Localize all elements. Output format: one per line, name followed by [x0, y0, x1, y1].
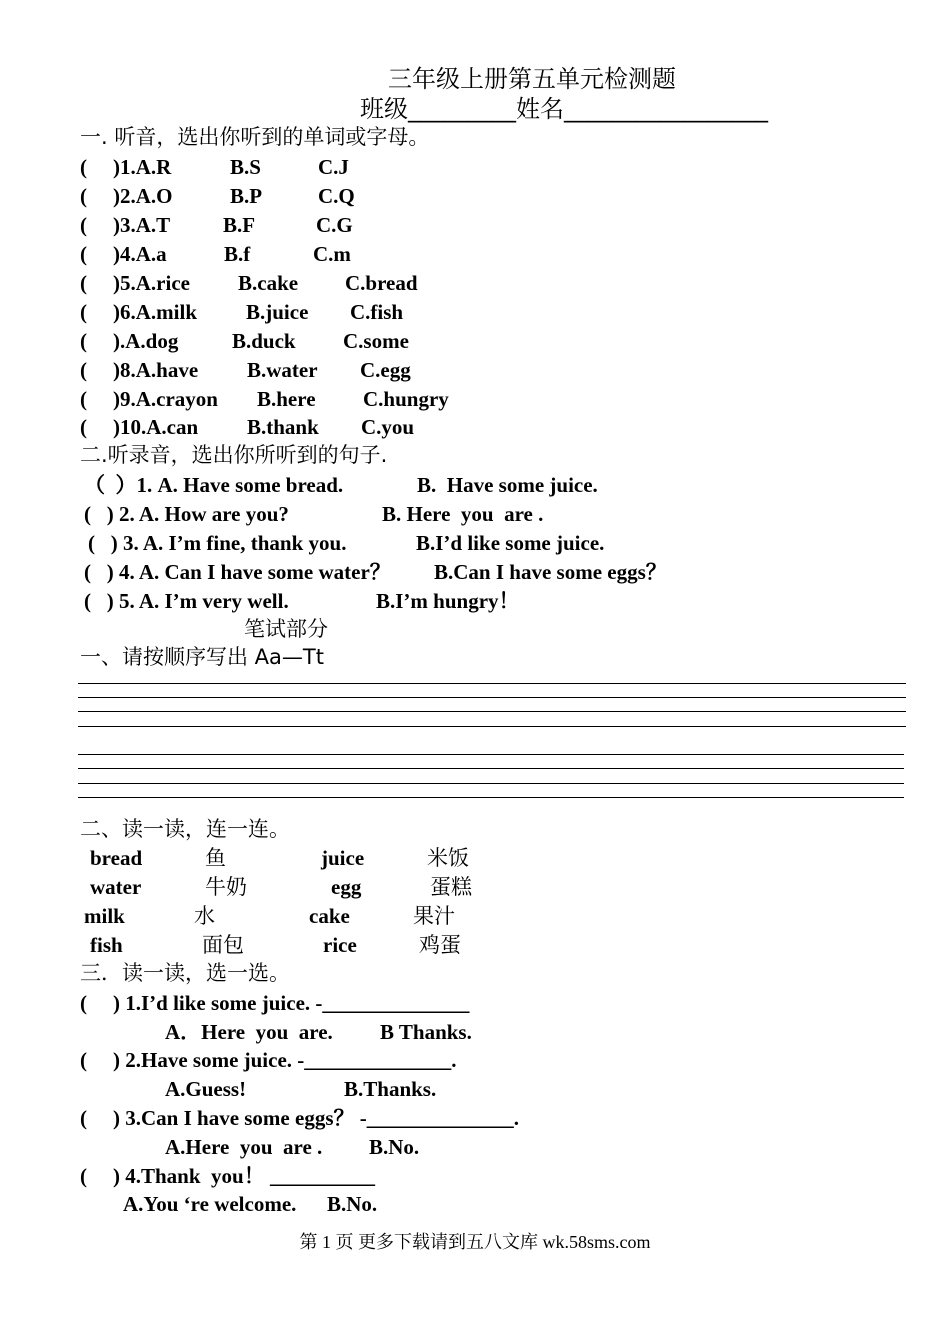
- answer-paren: (: [80, 358, 87, 382]
- sentence-option-a: ( ) 5. A. I’m very well.: [84, 589, 289, 613]
- option-a: )3.A.T: [113, 213, 171, 237]
- sentence-option-a: （ ）1. A. Have some bread.: [84, 473, 344, 497]
- choose-option-b: B Thanks.: [380, 1020, 472, 1044]
- sentence-option-b: B.I’m hungry！: [376, 589, 520, 613]
- choose-question: ) 1.I’d like some juice. -______________: [113, 991, 470, 1015]
- option-a: )1.A.R: [113, 155, 172, 179]
- choose-option-a: A．Here you are.: [165, 1020, 333, 1044]
- class-name-line: 班级_________姓名_________________: [360, 95, 768, 123]
- match-heading: 二、读一读，连一连。: [80, 817, 290, 841]
- writing-line[interactable]: [78, 726, 906, 727]
- choose-option-a: A.Here you are .: [165, 1135, 323, 1159]
- choose-option-b: B.Thanks.: [344, 1077, 437, 1101]
- option-b: B.cake: [238, 271, 299, 295]
- sentence-option-a: ( ) 3. A. I’m fine, thank you.: [88, 531, 347, 555]
- match-word-left: water: [90, 875, 142, 899]
- option-c: C.Q: [318, 184, 355, 208]
- written-part-title: 笔试部分: [244, 617, 328, 641]
- answer-paren: (: [80, 184, 87, 208]
- option-a: )5.A.rice: [113, 271, 190, 295]
- page-title: 三年级上册第五单元检测题: [388, 65, 676, 93]
- option-c: C.bread: [345, 271, 418, 295]
- writing-line[interactable]: [78, 697, 906, 698]
- match-meaning-left: 水: [194, 904, 215, 928]
- listen-heading: 一. 听音，选出你听到的单词或字母。: [80, 125, 430, 149]
- match-word-right: cake: [309, 904, 350, 928]
- write-order-heading: 一、请按顺序写出 Aa—Tt: [80, 645, 324, 669]
- match-word-left: fish: [90, 933, 123, 957]
- choose-question: ) 3.Can I have some eggs？ -______________.: [113, 1106, 519, 1130]
- option-a: )6.A.milk: [113, 300, 197, 324]
- sentence-option-b: B. Here you are .: [382, 502, 544, 526]
- match-meaning-left: 牛奶: [205, 875, 247, 899]
- sentence-option-b: B. Have some juice.: [417, 473, 598, 497]
- option-b: B.here: [257, 387, 316, 411]
- match-word-right: juice: [321, 846, 365, 870]
- option-a: ).A.dog: [113, 329, 179, 353]
- answer-paren: (: [80, 300, 87, 324]
- writing-line[interactable]: [78, 711, 906, 712]
- option-b: B.thank: [247, 415, 319, 439]
- writing-line[interactable]: [78, 783, 904, 784]
- option-c: C.m: [313, 242, 351, 266]
- answer-paren: (: [80, 415, 87, 439]
- match-meaning-left: 鱼: [205, 846, 226, 870]
- answer-paren: (: [80, 1048, 87, 1072]
- option-b: B.P: [230, 184, 263, 208]
- choose-heading: 三．读一读，选一选。: [80, 961, 290, 985]
- option-a: )2.A.O: [113, 184, 173, 208]
- match-word-right: egg: [331, 875, 362, 899]
- option-b: B.juice: [246, 300, 309, 324]
- option-b: B.S: [230, 155, 261, 179]
- answer-paren: (: [80, 1164, 87, 1188]
- match-meaning-right: 鸡蛋: [419, 933, 461, 957]
- choose-option-a: A.You ‘re welcome.: [123, 1192, 297, 1216]
- option-b: B.duck: [232, 329, 296, 353]
- sentence-option-b: B.Can I have some eggs？: [434, 560, 667, 584]
- choose-option-a: A.Guess!: [165, 1077, 247, 1101]
- sentence-option-a: ( ) 4. A. Can I have some water？: [84, 560, 391, 584]
- writing-line[interactable]: [78, 754, 904, 755]
- match-meaning-right: 蛋糕: [430, 875, 472, 899]
- option-c: C.you: [361, 415, 415, 439]
- option-b: B.water: [247, 358, 318, 382]
- sentence-option-b: B.I’d like some juice.: [416, 531, 605, 555]
- option-c: C.fish: [350, 300, 404, 324]
- choose-question: ) 2.Have some juice. -______________.: [113, 1048, 457, 1072]
- writing-line[interactable]: [78, 768, 904, 769]
- match-meaning-right: 果汁: [413, 904, 455, 928]
- page-footer: 第 1 页 更多下载请到五八文库 wk.58sms.com: [299, 1232, 651, 1252]
- choose-question: ) 4.Thank you！ __________: [113, 1164, 375, 1188]
- option-c: C.G: [316, 213, 353, 237]
- answer-paren: (: [80, 1106, 87, 1130]
- match-meaning-left: 面包: [202, 933, 244, 957]
- match-word-left: milk: [84, 904, 125, 928]
- option-c: C.hungry: [363, 387, 449, 411]
- option-a: )9.A.crayon: [113, 387, 218, 411]
- answer-paren: (: [80, 213, 87, 237]
- option-c: C.J: [318, 155, 349, 179]
- option-b: B.f: [224, 242, 251, 266]
- answer-paren: (: [80, 991, 87, 1015]
- match-word-right: rice: [323, 933, 357, 957]
- writing-line[interactable]: [78, 683, 906, 684]
- writing-line[interactable]: [78, 797, 904, 798]
- option-a: )4.A.a: [113, 242, 167, 266]
- answer-paren: (: [80, 242, 87, 266]
- answer-paren: (: [80, 155, 87, 179]
- choose-option-b: B.No.: [327, 1192, 378, 1216]
- answer-paren: (: [80, 387, 87, 411]
- option-c: C.some: [343, 329, 409, 353]
- option-b: B.F: [223, 213, 256, 237]
- option-a: )10.A.can: [113, 415, 199, 439]
- option-c: C.egg: [360, 358, 411, 382]
- choose-option-b: B.No.: [369, 1135, 420, 1159]
- answer-paren: (: [80, 329, 87, 353]
- match-word-left: bread: [90, 846, 143, 870]
- sentence-option-a: ( ) 2. A. How are you?: [84, 502, 289, 526]
- answer-paren: (: [80, 271, 87, 295]
- sentences-heading: 二.听录音，选出你所听到的句子.: [80, 443, 388, 467]
- match-meaning-right: 米饭: [427, 846, 469, 870]
- option-a: )8.A.have: [113, 358, 199, 382]
